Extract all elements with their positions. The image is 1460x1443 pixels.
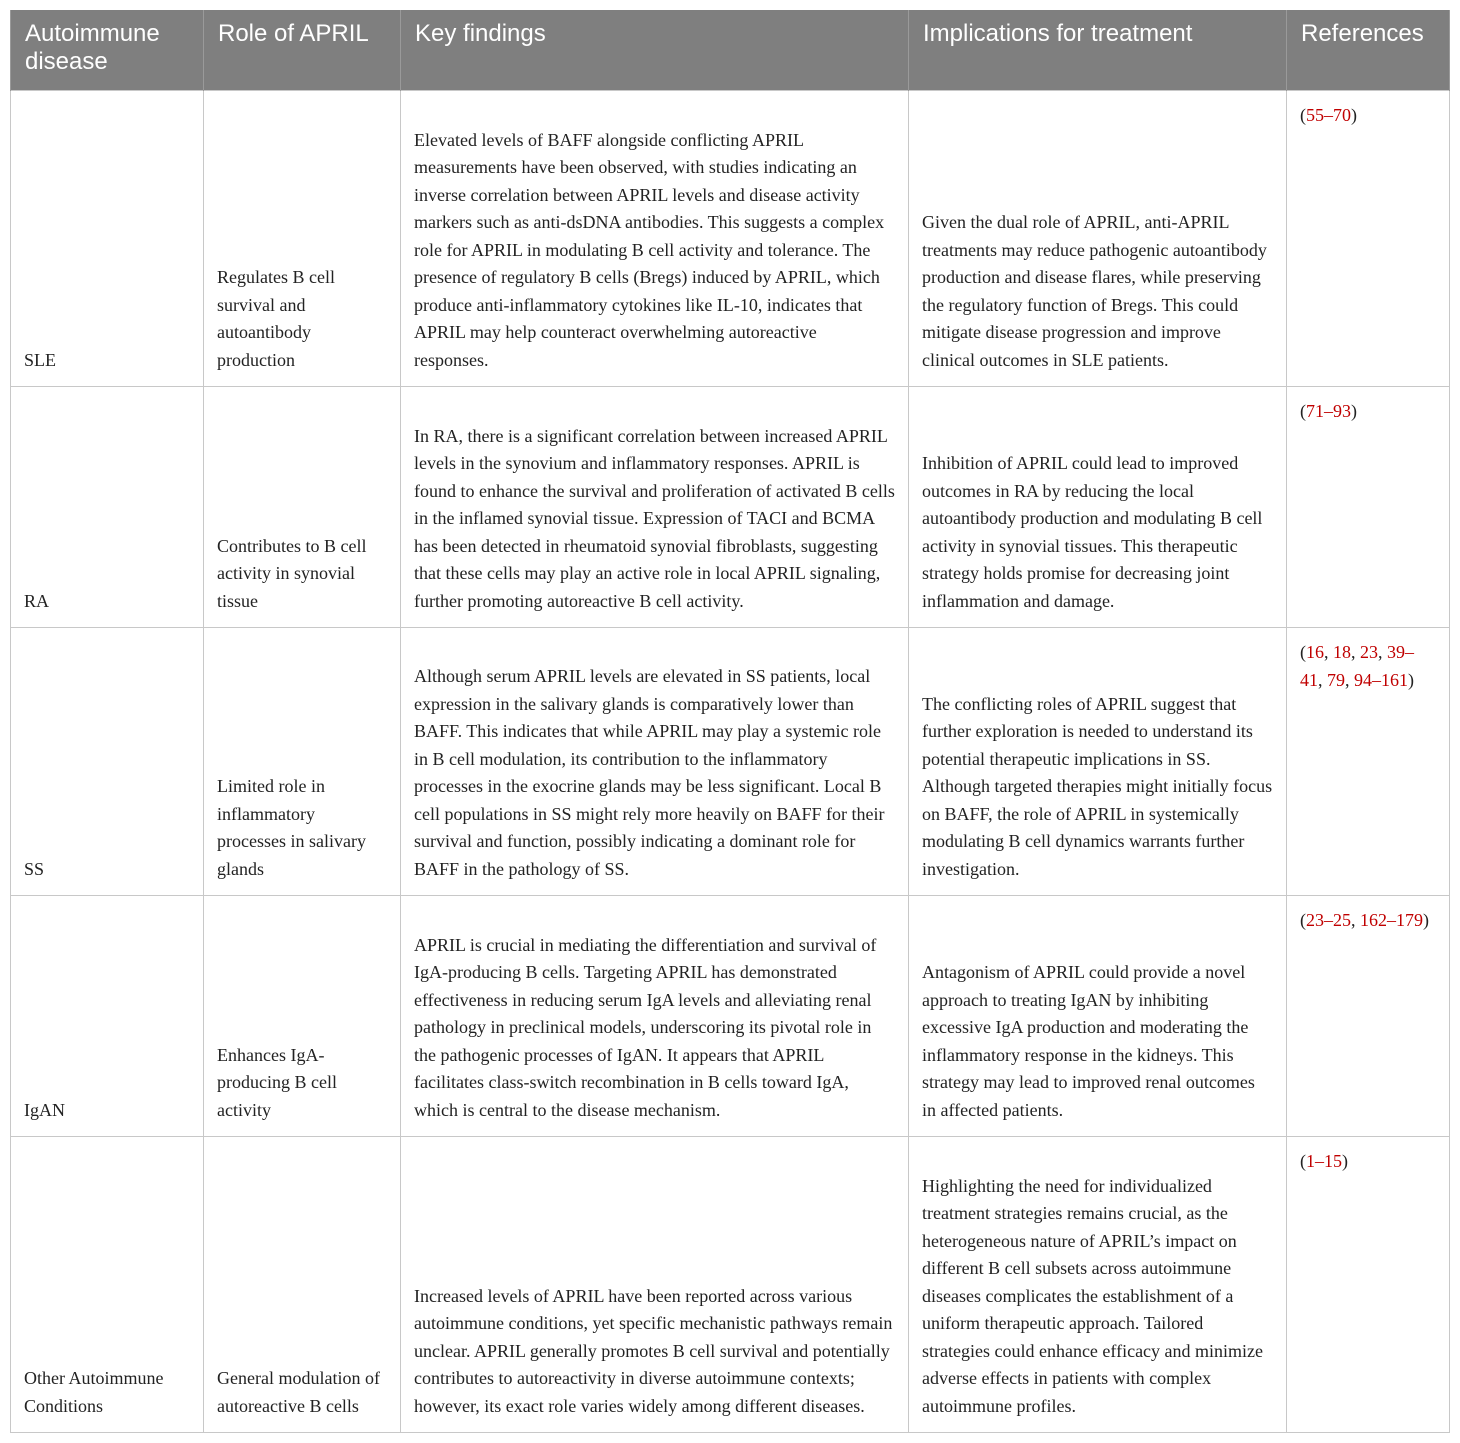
references-cell [1287, 91, 1450, 387]
references-cell [1287, 628, 1450, 896]
table-row [11, 628, 1450, 896]
ref-separator: , [1351, 642, 1360, 662]
ref-paren-open: ( [1300, 910, 1306, 930]
role-cell: Limited role in inflammatory processes in salivary glands [204, 628, 401, 896]
reference-link[interactable]: 16 [1306, 642, 1324, 662]
ref-paren-open: ( [1300, 1151, 1306, 1171]
reference-link[interactable]: 39–41 [1300, 642, 1414, 690]
role-cell: Contributes to B cell activity in synovial tissue [204, 387, 401, 628]
table-row [11, 91, 1450, 387]
findings-cell: In RA, there is a significant correlation between increased APRIL levels in the synovium and inflammatory responses. APRIL is found to enhance the survival and proliferation of activated B cells in the inflamed synovial tissue. Expression of TACI and BCMA has been detected in rheumatoid synovial fibroblasts, suggesting that these cells may play an active role in local APRIL signaling, further promoting autoreactive B cell activity. [401, 387, 909, 628]
disease-cell: IgAN [11, 896, 204, 1137]
ref-paren-open: ( [1300, 401, 1306, 421]
reference-link[interactable]: 23 [1360, 642, 1378, 662]
ref-paren-close: ) [1342, 1151, 1348, 1171]
ref-paren-open: ( [1300, 105, 1306, 125]
implications-cell: Given the dual role of APRIL, anti-APRIL treatments may reduce pathogenic autoantibody production and disease flares, while preserving the regulatory function of Bregs. This could mitigate disease progression and improve clinical outcomes in SLE patients. [909, 91, 1287, 387]
ref-paren-close: ) [1351, 105, 1357, 125]
reference-link[interactable]: 55–70 [1306, 105, 1351, 125]
reference-link[interactable]: 23–25 [1306, 910, 1351, 930]
ref-separator: , [1378, 642, 1387, 662]
reference-link[interactable]: 71–93 [1306, 401, 1351, 421]
implications-cell: Highlighting the need for individualized treatment strategies remains crucial, as the heterogeneous nature of APRIL’s impact on different B cell subsets across autoimmune diseases complicates the establishment of a uniform therapeutic approach. Tailored strategies could enhance efficacy and minimize adverse effects in patients with complex autoimmune profiles. [909, 1137, 1287, 1433]
reference-link[interactable]: 1–15 [1306, 1151, 1342, 1171]
ref-separator: , [1324, 642, 1333, 662]
implications-cell: The conflicting roles of APRIL suggest that further exploration is needed to understand its potential therapeutic implications in SS. Although targeted therapies might initially focus on BAFF, the role of APRIL in systemically modulating B cell dynamics warrants further investigation. [909, 628, 1287, 896]
table-row [11, 1137, 1450, 1433]
ref-paren-close: ) [1351, 401, 1357, 421]
ref-separator: , [1318, 669, 1327, 690]
ref-separator: , [1345, 669, 1354, 690]
ref-paren-close: ) [1423, 910, 1429, 930]
disease-cell: RA [11, 387, 204, 628]
role-cell: Enhances IgA-producing B cell activity [204, 896, 401, 1137]
table-row [11, 387, 1450, 628]
role-cell: General modulation of autoreactive B cells [204, 1137, 401, 1433]
ref-separator: , [1351, 910, 1360, 930]
reference-link[interactable]: 94–161 [1354, 669, 1408, 690]
reference-link[interactable]: 162–179 [1360, 910, 1423, 930]
header-role-of-april: Role of APRIL [204, 10, 401, 91]
findings-cell: APRIL is crucial in mediating the differentiation and survival of IgA-producing B cells. Targeting APRIL has demonstrated effectiveness in reducing serum IgA levels and alleviating renal pathology in preclinical models, underscoring its pivotal role in the pathogenic processes of IgAN. It appears that APRIL facilitates class-switch recombination in B cells toward IgA, which is central to the disease mechanism. [401, 896, 909, 1137]
findings-cell: Although serum APRIL levels are elevated in SS patients, local expression in the salivary glands is comparatively lower than BAFF. This indicates that while APRIL may play a systemic role in B cell modulation, its contribution to the inflammatory processes in the exocrine glands may be less significant. Local B cell populations in SS might rely more heavily on BAFF for their survival and function, possibly indicating a dominant role for BAFF in the pathology of SS. [401, 628, 909, 896]
reference-link[interactable]: 79 [1327, 669, 1345, 690]
implications-cell: Inhibition of APRIL could lead to improved outcomes in RA by reducing the local autoantibody production and modulating B cell activity in synovial tissues. This therapeutic strategy holds promise for decreasing joint inflammation and damage. [909, 387, 1287, 628]
ref-paren-close: ) [1408, 669, 1414, 690]
ref-paren-open: ( [1300, 642, 1306, 662]
references-cell [1287, 387, 1450, 628]
findings-cell: Increased levels of APRIL have been reported across various autoimmune conditions, yet specific mechanistic pathways remain unclear. APRIL generally promotes B cell survival and potentially contributes to autoreactivity in diverse autoimmune contexts; however, its exact role varies widely among different diseases. [401, 1137, 909, 1433]
autoimmune-april-table [10, 10, 1450, 1433]
header-autoimmune-disease: Autoimmune disease [11, 10, 204, 91]
disease-cell: SLE [11, 91, 204, 387]
table-header-row [11, 10, 1450, 91]
table-row [11, 896, 1450, 1137]
disease-cell: SS [11, 628, 204, 896]
reference-link[interactable]: 18 [1333, 642, 1351, 662]
references-cell [1287, 896, 1450, 1137]
findings-cell: Elevated levels of BAFF alongside conflicting APRIL measurements have been observed, with studies indicating an inverse correlation between APRIL levels and disease activity markers such as anti-dsDNA antibodies. This suggests a complex role for APRIL in modulating B cell activity and tolerance. The presence of regulatory B cells (Bregs) induced by APRIL, which produce anti-inflammatory cytokines like IL-10, indicates that APRIL may help counteract overwhelming autoreactive responses. [401, 91, 909, 387]
disease-cell: Other Autoimmune Conditions [11, 1137, 204, 1433]
role-cell: Regulates B cell survival and autoantibody production [204, 91, 401, 387]
implications-cell: Antagonism of APRIL could provide a novel approach to treating IgAN by inhibiting excessive IgA production and moderating the inflammatory response in the kidneys. This strategy may lead to improved renal outcomes in affected patients. [909, 896, 1287, 1137]
header-references: References [1287, 10, 1450, 91]
header-implications: Implications for treatment [909, 10, 1287, 91]
header-key-findings: Key findings [401, 10, 909, 91]
references-cell [1287, 1137, 1450, 1433]
